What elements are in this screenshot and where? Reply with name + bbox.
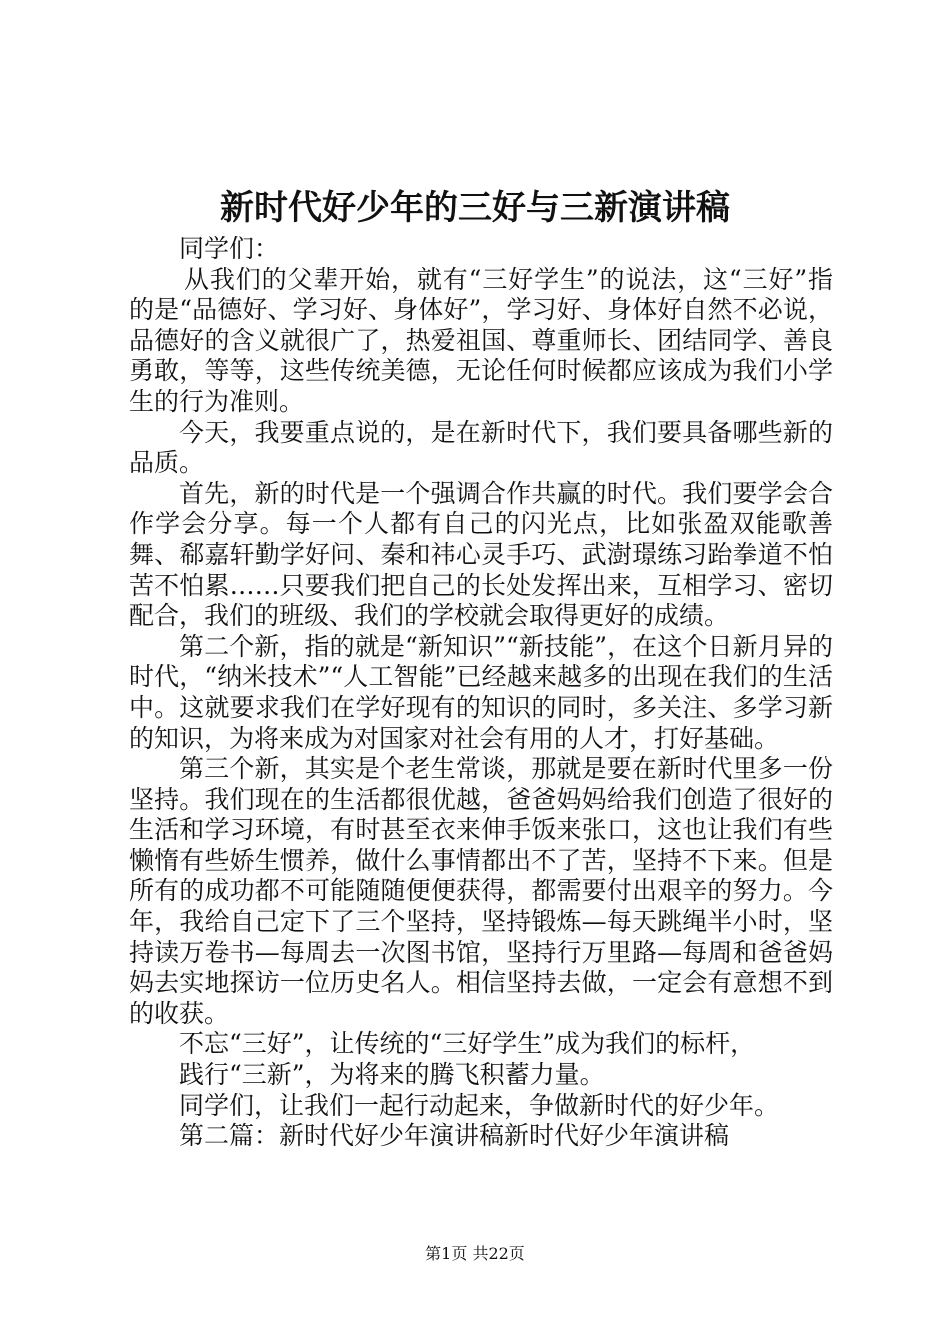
slogan-line: 不忘“三好”，让传统的“三好学生”成为我们的标杆， [179, 1029, 756, 1059]
body-paragraph: 今天，我要重点说的，是在新时代下，我们要具备哪些新的品质。 [129, 417, 833, 478]
body-paragraph: 首先，新的时代是一个强调合作共赢的时代。我们要学会合作学会分享。每一个人都有自己的闪光点，比如张盈双能歌善舞、郗嘉轩勤学好问、秦和祎心灵手巧、武澍璟练习跆拳道不怕苦不怕累……只要我们把自己的长处发挥出来，互相学习、密切配合，我们的班级、我们的学校就会取得更好的成绩。 [129, 478, 833, 631]
greeting-paragraph: 同学们： [179, 234, 280, 263]
page-number: 第1页 共22页 [425, 1244, 525, 1263]
document-title: 新时代好少年的三好与三新演讲稿 [220, 188, 730, 228]
body-paragraph: 第二个新，指的就是“新知识”“新技能”，在这个日新月异的时代，“纳米技术”“人工智能”已经越来越多的出现在我们的生活中。这就要求我们在学好现有的知识的同时，多关注、多学习新的知识，为将来成为对国家对社会有用的人才，打好基础。 [129, 631, 833, 753]
section-heading: 第二篇：新时代好少年演讲稿新时代好少年演讲稿 [179, 1121, 730, 1151]
body-paragraph: 从我们的父辈开始，就有“三好学生”的说法，这“三好”指的是“品德好、学习好、身体好”，学习好、身体好自然不必说，品德好的含义就很广了，热爱祖国、尊重师长、团结同学、善良勇敢，等等，这些传统美德，无论任何时候都应该成为我们小学生的行为准则。 [129, 264, 833, 416]
slogan-line: 践行“三新”，为将来的腾飞积蓄力量。 [179, 1060, 605, 1090]
closing-line: 同学们，让我们一起行动起来，争做新时代的好少年。 [179, 1090, 780, 1120]
document-body [129, 234, 833, 1152]
body-paragraph: 第三个新，其实是个老生常谈，那就是要在新时代里多一份坚持。我们现在的生活都很优越，爸爸妈妈给我们创造了很好的生活和学习环境，有时甚至衣来伸手饭来张口，这也让我们有些懒惰有些娇生惯养，做什么事情都出不了苦，坚持不下来。但是所有的成功都不可能随随便便获得，都需要付出艰辛的努力。今年，我给自己定下了三个坚持，坚持锻炼—每天跳绳半小时，坚持读万卷书—每周去一次图书馆，坚持行万里路—每周和爸爸妈妈去实地探访一位历史名人。相信坚持去做，一定会有意想不到的收获。 [129, 754, 833, 1028]
